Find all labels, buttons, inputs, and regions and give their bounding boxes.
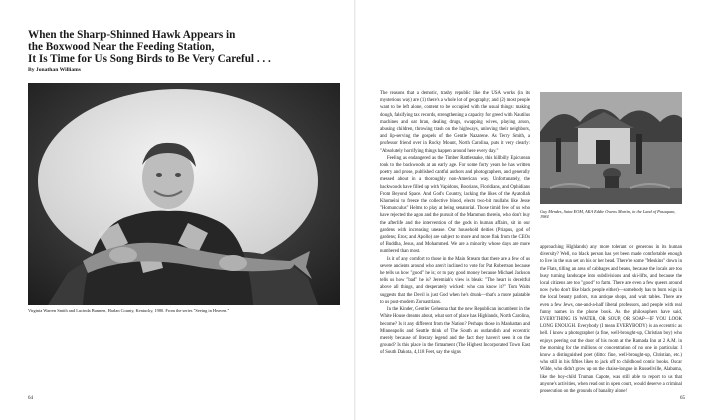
article-headline bbox=[28, 29, 348, 66]
portrait-photo-image bbox=[28, 83, 340, 305]
page-number: 65 bbox=[680, 396, 685, 401]
text-column bbox=[380, 90, 530, 357]
text-column bbox=[540, 244, 682, 395]
headline-line: It Is Time for Us Song Birds to Be Very Careful . . . bbox=[28, 53, 271, 66]
headline-line: the Boxwood Near the Feeding Station, bbox=[28, 41, 215, 54]
byline: By Jonathan Williams bbox=[28, 67, 81, 73]
page-number: 64 bbox=[28, 396, 33, 401]
headline-line: When the Sharp-Shinned Hawk Appears in bbox=[28, 29, 236, 41]
page-gutter bbox=[354, 0, 356, 420]
outdoor-photo bbox=[540, 92, 682, 204]
outdoor-photo-image bbox=[540, 92, 682, 204]
paragraph: Feeling as endangered as the Timber Rattlesnake, this hillbilly Epicurean took to the backwoods at an early age. For some forty years he has written poetry and prose, published cantful authors and photographers, and generally messed about in a thoroughly non-American way. Unfortunately, the backwoods have filled up with Vapidons, Boorians, Floridians, and Ophidians From Beyond Space. And God's Country, lacking the likes of the Ayatollah Khomeini to freeze the collective blood, elects two-bit mullahs like Jesse "Homunculus" Helms to play at being senatorial. Those timid few of us who have rejected the agon and the pursuit of the Mammon therein, who don't buy the afterlife and the intervention of the gods in human affairs, sit in our gardens with increasing unease. Our household deities (Priapus, god of gardens; Eros; and Apollo) are subject to more and more flak from the CEOs of Buddha, Jesus, and Mohammed. We are a minority whose days are more numbered than most. bbox=[380, 155, 530, 255]
portrait-photo bbox=[28, 83, 340, 305]
paragraph: approaching Highlands) any more tolerant or generous in its human diversity? Well, no black person has yet been made comfortable enough to live in the sun set on his or her head. There're some "Meskins" down in the Flats, tilling an area of cabbages and beans, because the locals are too busy turning landscape into subdivisions and ski-lifts, and because the local citizens are too "good" to farm. There are even a few queers around now (who don't like black people either)—somebody has to burn wigs in the local beauty parlors, run antique shops, and wait tables. There are even a few Jews, one-and-a-half liberal professors, and people with real funny names in the phone book. As the philosophers have said, EVERYTHING IS WATER, OR SOUP, OR SOAP—IF YOU LOOK LONG ENOUGH. Everybody (I mean EVERYBODY) is an eccentric as hell. I know a photographer (a fine, well-brought-up, Christian boy) who enjoys peering out the door of his room at the Ramada Inn at 2 A.M. in the morning for the millions or concentration of no one in particular. I know a distinguished poet (ditto: fine, well-brought-up, Christian, etc.) who still in his fifties likes to jack off to childhood comic books. Oscar Wilde, who didn't grow up on the chaise-longue in Russellville, Alabama, like the boy-child Truman Capote, was still able to report to us that anyone's activities, when read out in open court, would deserve a criminal prosecution on the grounds of banality alone! bbox=[540, 245, 682, 395]
paragraph: The reasons that a demotic, trashy republic like the USA works (in its mysterious way) are (1) there's a whole lot of geography; and (2) most people want to be left alone, content to be occupied with the usual things: making dough, falsifying tax records, strengthening a capacity for greed with Nautilus machines and oat bran, dealing drugs, swapping wives, playing arson, abusing children, throwing trash on the highways, unloving their neighbors, and lip-serving the gospels of the Gentle Nazarene. As Terry Smith, a professor friend over in Rocky Mount, North Carolina, puts it very clearly: "Absolutely horrifying things happen around here every day." bbox=[380, 91, 530, 154]
photo-caption: Guy Mendes, Saint EOM, AKA Eddie Owens Martin, in the Land of Pasaquan, 1984 bbox=[540, 209, 676, 220]
paragraph: In the Kinder, Gentler Gehenna that the new Republican incumbent in the White House dreams about, what sort of place has Highlands, North Carolina, become? Is it any different from the Nation? Perhaps those in Manhattan and Minneapolis and Seattle think of The South as outlandish and eccentric merely because of literary legend and the fact they haven't seen it on the ground? Is this place in the firmament (The Highest Incorporated Town East of South Dakota, 4,118 Feet, say the signs bbox=[380, 307, 530, 356]
photo-caption: Virginia Warren Smith and Lucinda Bunnen, Harlan County, Kentucky, 1980. From the series "Seeing in Heaven." bbox=[28, 308, 230, 313]
paragraph: Is it of any comfort to those in the Main Stream that there are a few of us severe ancients around who aren't inclined to vote for Pat Robertson because he tells us how "good" he is; or to pay good money because Michael Jackson tells us how "bad" he is? Jeremiah's view is bleak: "The heart is deceitful above all things, and desperately wicked: who can know it?" Tom Waits suggests that the Devil is just God when he's drunk—that's a more palatable to us post-modern Zoroastrians. bbox=[380, 256, 530, 305]
